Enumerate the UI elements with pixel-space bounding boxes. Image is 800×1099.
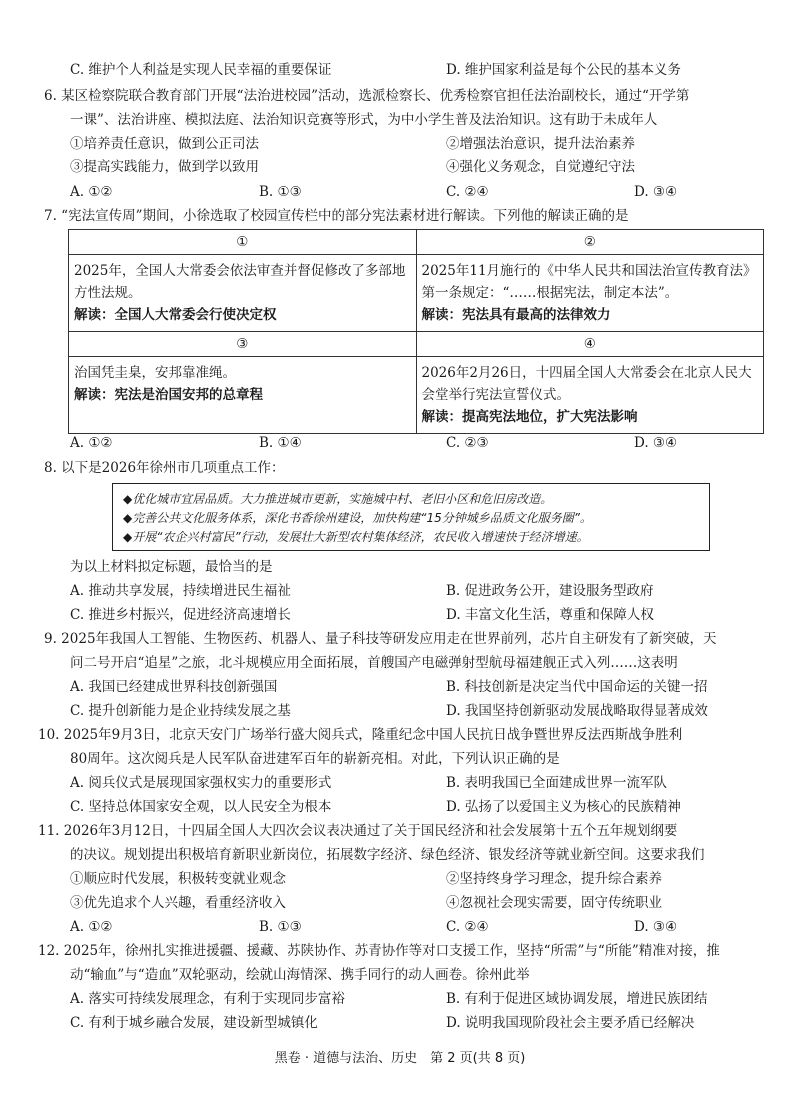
q7-option-c: C. ②③	[446, 435, 489, 451]
q5-option-d: D. 维护国家利益是每个公民的基本义务	[446, 62, 681, 78]
q8-material-box	[112, 483, 710, 551]
q6-statement-4: ④强化义务观念，自觉遵纪守法	[446, 159, 635, 175]
q7-header-4: ④	[416, 332, 764, 357]
q10-option-c: C. 坚持总体国家安全观，以人民安全为根本	[70, 799, 332, 815]
q12-option-b: B. 有利于促进区域协调发展，增进民族团结	[446, 991, 708, 1007]
q7-header-2: ②	[416, 230, 764, 255]
q10-option-d: D. 弘扬了以爱国主义为核心的民族精神	[446, 799, 681, 815]
q12-option-c: C. 有利于城乡融合发展，建设新型城镇化	[70, 1015, 318, 1031]
q7-cell-3-text: 治国凭圭臬，安邦靠准绳。	[74, 365, 236, 381]
q8-option-d: D. 丰富文化生活，尊重和保障人权	[446, 607, 654, 623]
q9-stem-line1: 9. 2025年我国人工智能、生物医药、机器人、量子科技等研发应用走在世界前列，芯片自主研发有了新突破，天	[44, 631, 717, 647]
q11-statement-4: ④忽视社会现实需要，固守传统职业	[446, 895, 662, 911]
q7-header-3: ③	[69, 332, 417, 357]
q12-stem-line2: 动“输血”与“造血”双轮驱动，绘就山海情深、携手同行的动人画卷。徐州此举	[70, 967, 530, 983]
q8-option-c: C. 推进乡村振兴，促进经济高速增长	[70, 607, 291, 623]
q7-cell-2	[416, 255, 764, 332]
q12-stem-line1: 12. 2025年，徐州扎实推进援疆、援藏、苏陕协作、苏青协作等对口支援工作，坚持“所需”与“所能”精准对接，推	[38, 943, 720, 959]
q8-option-a: A. 推动共享发展，持续增进民生福祉	[70, 583, 291, 599]
q11-statement-3: ③优先追求个人兴趣，看重经济收入	[70, 895, 286, 911]
q6-statement-2: ②增强法治意识，提升法治素养	[446, 136, 635, 152]
q11-statement-1: ①顺应时代发展，积极转变就业观念	[70, 871, 286, 887]
q7-option-a: A. ①②	[70, 435, 113, 451]
q6-option-d: D. ③④	[634, 184, 678, 200]
q6-statement-3: ③提高实践能力，做到学以致用	[70, 159, 259, 175]
q9-option-d: D. 我国坚持创新驱动发展战略取得显著成效	[446, 703, 708, 719]
q11-option-d: D. ③④	[634, 919, 678, 935]
q12-option-d: D. 说明我国现阶段社会主要矛盾已经解决	[446, 1015, 695, 1031]
q11-option-c: C. ②④	[446, 919, 489, 935]
q7-cell-1-text: 2025年，全国人大常委会依法审查并督促修改了多部地方性法规。	[74, 263, 406, 301]
q10-stem-line2: 80周年。这次阅兵是人民军队奋进建军百年的崭新亮相。对此，下列认识正确的是	[70, 751, 560, 767]
q8-material-item-3: ◆开展“农企兴村富民”行动，发展壮大新型农村集体经济，农民收入增速快于经济增速。	[123, 530, 589, 544]
page-footer: 黑卷 · 道德与法治、历史 第 2 页(共 8 页)	[274, 1051, 526, 1066]
q7-stem: 7. “宪法宣传周”期间，小徐选取了校园宣传栏中的部分宪法素材进行解读。下列他的解读正确的是	[44, 208, 629, 224]
q10-option-b: B. 表明我国已全面建成世界一流军队	[446, 775, 668, 791]
q7-option-d: D. ③④	[634, 435, 678, 451]
q7-material-table	[68, 229, 764, 434]
q6-stem-line1: 6. 某区检察院联合教育部门开展“法治进校园”活动，选派检察长、优秀检察官担任法治副校长，通过“开学第	[44, 88, 690, 104]
q8-option-b: B. 促进政务公开，建设服务型政府	[446, 583, 654, 599]
q9-stem-line2: 问二号开启“追星”之旅，北斗规模应用全面拓展，首艘国产电磁弹射型航母福建舰正式入列……这表明	[70, 655, 678, 671]
q11-option-b: B. ①③	[259, 919, 302, 935]
q11-stem-line2: 的决议。规划提出积极培育新职业新岗位，拓展数字经济、绿色经济、银发经济等就业新空间。这要求我们	[70, 847, 705, 863]
q10-option-a: A. 阅兵仪式是展现国家强权实力的重要形式	[70, 775, 332, 791]
q7-header-1: ①	[69, 230, 417, 255]
q12-option-a: A. 落实可持续发展理念，有利于实现同步富裕	[70, 991, 345, 1007]
q7-cell-2-text: 2025年11月施行的《中华人民共和国法治宣传教育法》第一条规定：“……根据宪法，制定本法”。	[421, 263, 757, 301]
q7-cell-3	[69, 357, 417, 434]
q11-stem-line1: 11. 2026年3月12日，十四届全国人大四次会议表决通过了关于国民经济和社会发展第十五个五年规划纲要	[38, 823, 678, 839]
q6-option-a: A. ①②	[70, 184, 113, 200]
q5-option-c: C. 维护个人利益是实现人民幸福的重要保证	[70, 62, 332, 78]
q8-material-item-1: ◆优化城市宜居品质。大力推进城市更新，实施城中村、老旧小区和危旧房改造。	[123, 492, 553, 506]
q9-option-c: C. 提升创新能力是企业持续发展之基	[70, 703, 291, 719]
q8-question: 为以上材料拟定标题，最恰当的是	[70, 559, 273, 575]
q11-option-a: A. ①②	[70, 919, 113, 935]
q6-stem-line2: 一课”、法治讲座、模拟法庭、法治知识竞赛等形式，为中小学生普及法治知识。这有助于未成年人	[70, 112, 658, 128]
q7-cell-2-reading: 解读：宪法具有最高的法律效力	[421, 307, 611, 323]
q6-statement-1: ①培养责任意识，做到公正司法	[70, 136, 259, 152]
q8-stem: 8. 以下是2026年徐州市几项重点工作：	[44, 460, 285, 476]
q7-option-b: B. ①④	[259, 435, 302, 451]
q9-option-a: A. 我国已经建成世界科技创新强国	[70, 679, 278, 695]
q7-cell-4	[416, 357, 764, 434]
q8-material-item-2: ◆完善公共文化服务体系，深化书香徐州建设，加快构建“15分钟城乡品质文化服务圈”。	[123, 511, 592, 525]
q7-cell-4-reading: 解读：提高宪法地位，扩大宪法影响	[421, 409, 638, 425]
q10-stem-line1: 10. 2025年9月3日，北京天安门广场举行盛大阅兵式，隆重纪念中国人民抗日战争暨世界反法西斯战争胜利	[38, 727, 683, 743]
q7-cell-1-reading: 解读：全国人大常委会行使决定权	[74, 307, 277, 323]
q7-cell-4-text: 2026年2月26日，十四届全国人大常委会在北京人民大会堂举行宪法宣誓仪式。	[421, 365, 752, 403]
q11-statement-2: ②坚持终身学习理念，提升综合素养	[446, 871, 662, 887]
q6-option-b: B. ①③	[259, 184, 302, 200]
q6-option-c: C. ②④	[446, 184, 489, 200]
q7-cell-3-reading: 解读：宪法是治国安邦的总章程	[74, 387, 263, 403]
q7-cell-1	[69, 255, 417, 332]
q9-option-b: B. 科技创新是决定当代中国命运的关键一招	[446, 679, 708, 695]
